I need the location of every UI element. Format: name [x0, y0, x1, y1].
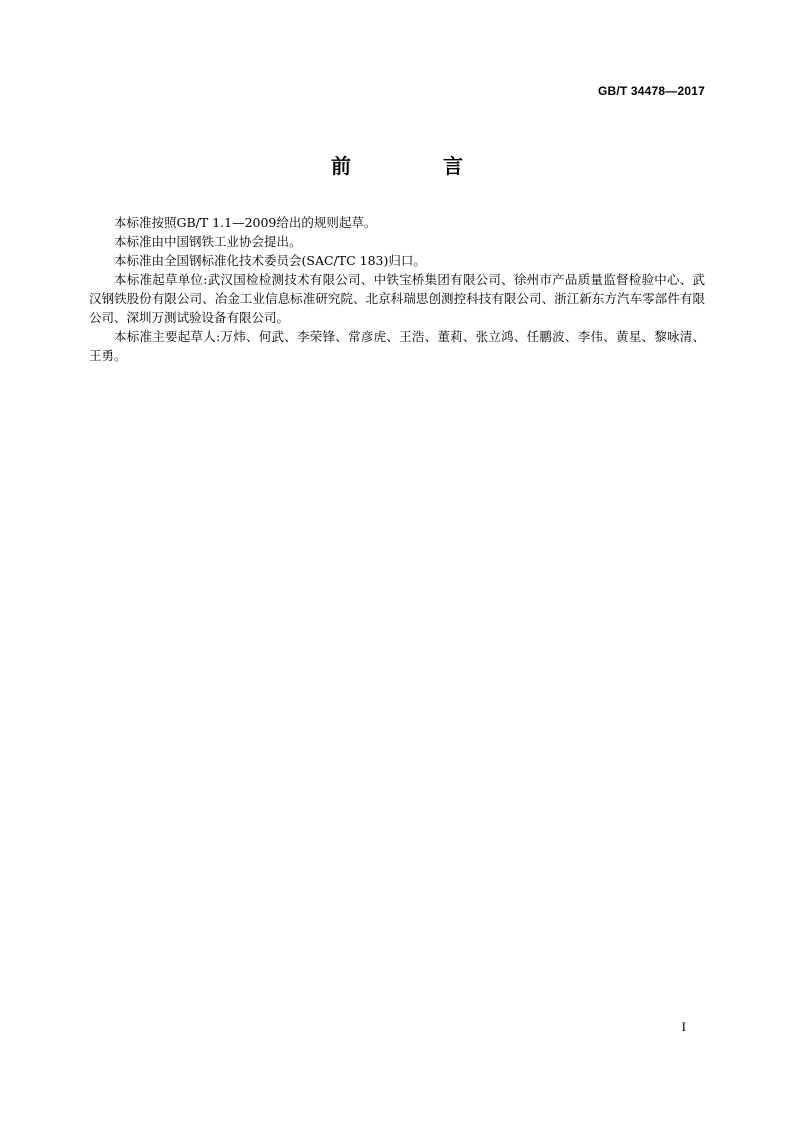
page-number: I	[681, 1019, 686, 1034]
paragraph-drafting-rules: 本标准按照GB/T 1.1—2009给出的规则起草。	[114, 215, 377, 230]
paragraph-committee: 本标准由全国钢标准化技术委员会(SAC/TC 183)归口。	[114, 253, 426, 268]
paragraph-proposer: 本标准由中国钢铁工业协会提出。	[114, 234, 302, 249]
paragraph-drafters: 本标准主要起草人:万炜、何武、李荣锋、常彦虎、王浩、董莉、张立鸿、任鹏波、李伟、黄星、黎咏清、王勇。	[89, 329, 705, 363]
standard-number: GB/T 34478—2017	[597, 84, 705, 98]
foreword-body	[89, 213, 705, 365]
page-title: 前 言	[331, 154, 499, 178]
paragraph-drafting-units: 本标准起草单位:武汉国检检测技术有限公司、中铁宝桥集团有限公司、徐州市产品质量监督检验中心、武汉钢铁股份有限公司、冶金工业信息标准研究院、北京科瑞思创测控科技有限公司、浙江新东方汽车零部件有限公司、深圳万测试验设备有限公司。	[89, 272, 705, 325]
